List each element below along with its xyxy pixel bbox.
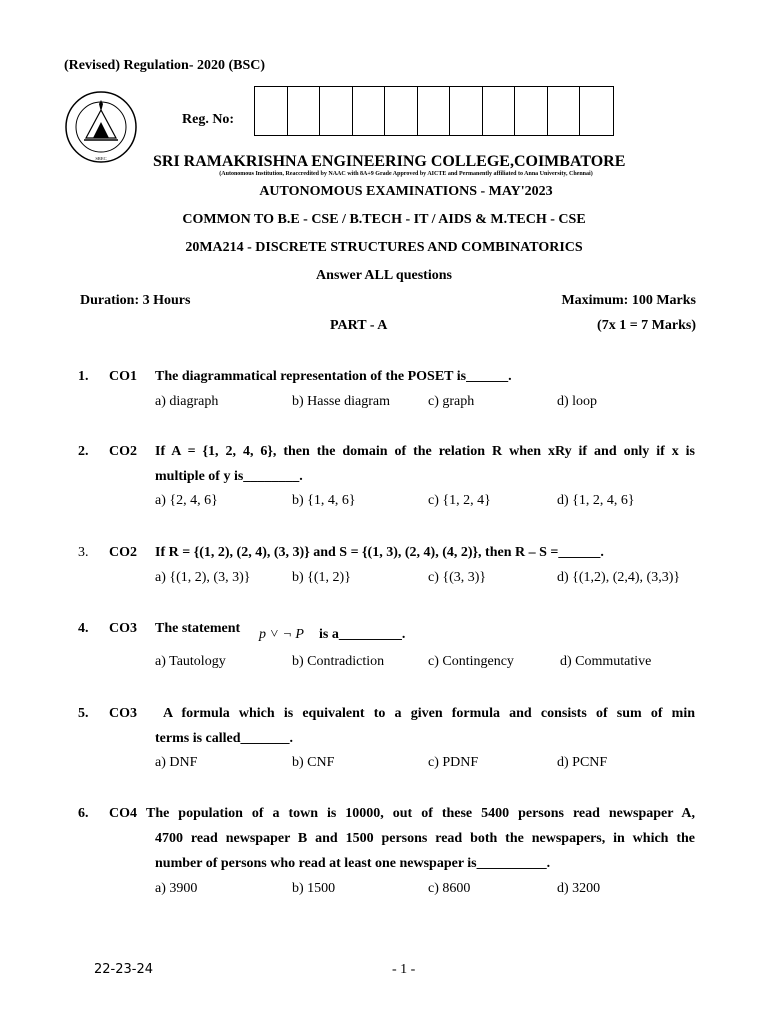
option-b: b) Contradiction xyxy=(292,654,385,669)
reg-no-boxes[interactable] xyxy=(254,86,614,136)
programme-title: COMMON TO B.E - CSE / B.TECH - IT / AIDS & M.TECH - CSE xyxy=(182,212,586,227)
option-a: a) diagraph xyxy=(155,394,219,409)
option-d: d) {(1,2), (2,4), (3,3)} xyxy=(557,570,681,585)
course-outcome: CO2 xyxy=(109,545,137,560)
part-title: PART - A xyxy=(330,318,388,333)
option-c: c) {1, 2, 4} xyxy=(428,493,491,508)
regulation-label: (Revised) Regulation- 2020 (BSC) xyxy=(64,58,266,73)
question-text-line3: number of persons who read at least one newspaper is__________. xyxy=(155,856,551,871)
reg-no-box[interactable] xyxy=(353,87,386,135)
course-outcome: CO4 xyxy=(109,806,137,821)
question-number: 6. xyxy=(78,806,89,821)
option-b: b) 1500 xyxy=(292,881,336,896)
question-number: 5. xyxy=(78,706,89,721)
option-b: b) {(1, 2)} xyxy=(292,570,351,585)
question-number: 3. xyxy=(78,545,89,560)
option-d: d) 3200 xyxy=(557,881,601,896)
reg-no-box[interactable] xyxy=(255,87,288,135)
option-a: a) Tautology xyxy=(155,654,226,669)
option-b: b) {1, 4, 6} xyxy=(292,493,356,508)
option-c: c) 8600 xyxy=(428,881,471,896)
option-a: a) {(1, 2), (3, 3)} xyxy=(155,570,251,585)
page-number: - 1 - xyxy=(392,962,416,977)
question-text-line1: If A = {1, 2, 4, 6}, then the domain of the relation R when xRy if and only if x is xyxy=(155,444,695,459)
option-a: a) DNF xyxy=(155,755,198,770)
question-number: 1. xyxy=(78,369,89,384)
instruction: Answer ALL questions xyxy=(316,268,452,283)
question-number: 2. xyxy=(78,444,89,459)
svg-text:SREC: SREC xyxy=(95,156,107,161)
option-c: c) {(3, 3)} xyxy=(428,570,487,585)
accreditation-note: (Autonomous Institution, Reaccredited by NAAC with 8A+9 Grade Approved by AICTE and Permanently affiliated to Anna University, Chennai) xyxy=(219,171,593,177)
question-number: 4. xyxy=(78,621,89,636)
maximum-marks: Maximum: 100 Marks xyxy=(561,293,696,308)
reg-no-box[interactable] xyxy=(580,87,613,135)
question-text-line2: multiple of y is________. xyxy=(155,469,303,484)
question-text-line2: 4700 read newspaper B and 1500 persons read both the newspapers, in which the xyxy=(155,831,695,846)
option-c: c) PDNF xyxy=(428,755,479,770)
course-outcome: CO3 xyxy=(109,706,137,721)
question-text: If R = {(1, 2), (2, 4), (3, 3)} and S = {(1, 3), (2, 4), (4, 2)}, then R – S =______. xyxy=(155,545,604,560)
option-d: d) loop xyxy=(557,394,598,409)
reg-no-box[interactable] xyxy=(515,87,548,135)
reg-no-box[interactable] xyxy=(483,87,516,135)
option-d: d) Commutative xyxy=(560,654,652,669)
option-d: d) {1, 2, 4, 6} xyxy=(557,493,635,508)
option-b: b) Hasse diagram xyxy=(292,394,390,409)
question-text-line2: terms is called_______. xyxy=(155,731,294,746)
course-outcome: CO3 xyxy=(109,621,137,636)
question-text-end: is a_________. xyxy=(319,627,406,642)
part-marks: (7x 1 = 7 Marks) xyxy=(597,318,696,333)
duration: Duration: 3 Hours xyxy=(80,293,191,308)
reg-no-box[interactable] xyxy=(418,87,451,135)
college-logo xyxy=(64,90,138,164)
reg-no-box[interactable] xyxy=(320,87,353,135)
reg-no-box[interactable] xyxy=(288,87,321,135)
course-outcome: CO1 xyxy=(109,369,137,384)
question-text: The diagrammatical representation of the POSET is______. xyxy=(155,369,512,384)
reg-no-box[interactable] xyxy=(548,87,581,135)
option-c: c) graph xyxy=(428,394,475,409)
option-b: b) CNF xyxy=(292,755,335,770)
question-text-line1: The population of a town is 10000, out of these 5400 persons read newspaper A, xyxy=(146,806,695,821)
course-title: 20MA214 - DISCRETE STRUCTURES AND COMBINATORICS xyxy=(185,240,583,255)
formula: p ˅ ¬ P xyxy=(259,627,304,642)
option-a: a) {2, 4, 6} xyxy=(155,493,218,508)
footer-code: 22-23-24 xyxy=(94,962,154,977)
question-text-start: The statement xyxy=(155,621,241,636)
reg-no-box[interactable] xyxy=(385,87,418,135)
question-text-line1: A formula which is equivalent to a given formula and consists of sum of min xyxy=(163,706,695,721)
reg-no-box[interactable] xyxy=(450,87,483,135)
reg-no-label: Reg. No: xyxy=(182,112,235,127)
course-outcome: CO2 xyxy=(109,444,137,459)
college-name: SRI RAMAKRISHNA ENGINEERING COLLEGE,COIMBATORE xyxy=(153,153,626,170)
option-c: c) Contingency xyxy=(428,654,514,669)
exam-title: AUTONOMOUS EXAMINATIONS - MAY'2023 xyxy=(259,184,553,199)
option-a: a) 3900 xyxy=(155,881,198,896)
option-d: d) PCNF xyxy=(557,755,608,770)
